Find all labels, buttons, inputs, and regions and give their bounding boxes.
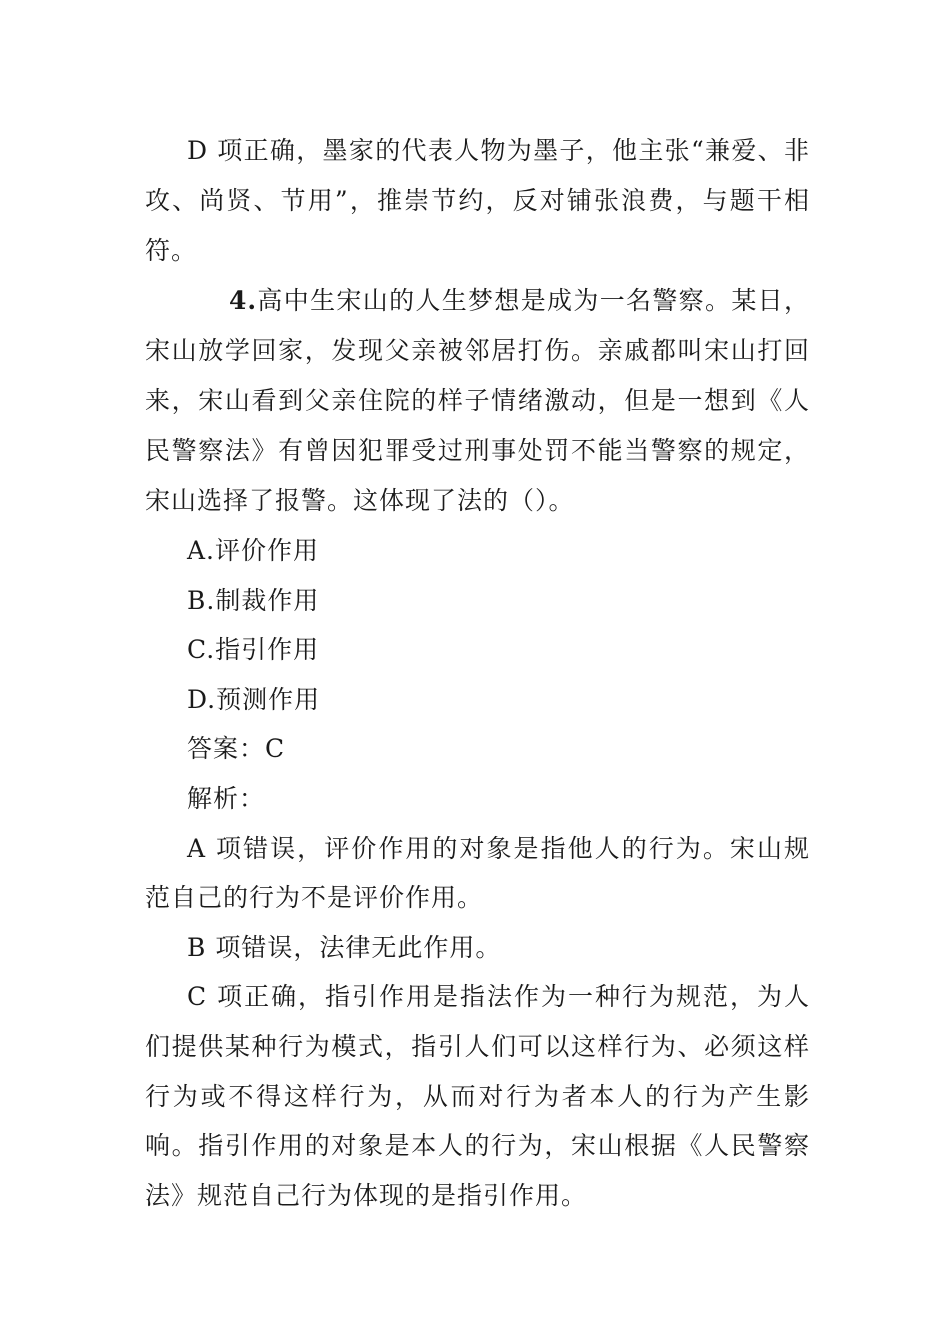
analysis-c: C 项正确，指引作用是指法作为一种行为规范，为人们提供某种行为模式，指引人们可以这样行为、必须这样行为或不得这样行为，从而对行为者本人的行为产生影响。指引作用的对象是本人的行为，宋山根据《人民警察法》规范自己行为体现的是指引作用。	[145, 982, 810, 1210]
option-a: A.评价作用	[187, 536, 320, 565]
analysis-label: 解析：	[187, 783, 266, 813]
paragraph-d-correct: D 项正确，墨家的代表人物为墨子，他主张“兼爱、非攻、尚贤、节用”，推崇节约，反对铺张浪费，与题干相符。	[145, 136, 810, 265]
option-d: D.预测作用	[187, 684, 321, 714]
analysis-a: A 项错误，评价作用的对象是指他人的行为。宋山规范自己的行为不是评价作用。	[145, 833, 810, 913]
question-number: 4.	[229, 286, 258, 315]
question-stem: 高中生宋山的人生梦想是成为一名警察。某日，宋山放学回家，发现父亲被邻居打伤。亲戚都叫宋山打回来，宋山看到父亲住院的样子情绪激动，但是一想到《人民警察法》有曾因犯罪受过刑事处罚不能当警察的规定，宋山选择了报警。这体现了法的（）。	[145, 286, 810, 515]
document-content	[145, 126, 810, 1220]
option-b: B.制裁作用	[187, 585, 320, 615]
analysis-b: B 项错误，法律无此作用。	[187, 932, 502, 962]
option-c: C.指引作用	[187, 635, 320, 665]
answer-line: 答案：C	[187, 734, 286, 764]
question-4	[145, 276, 810, 526]
